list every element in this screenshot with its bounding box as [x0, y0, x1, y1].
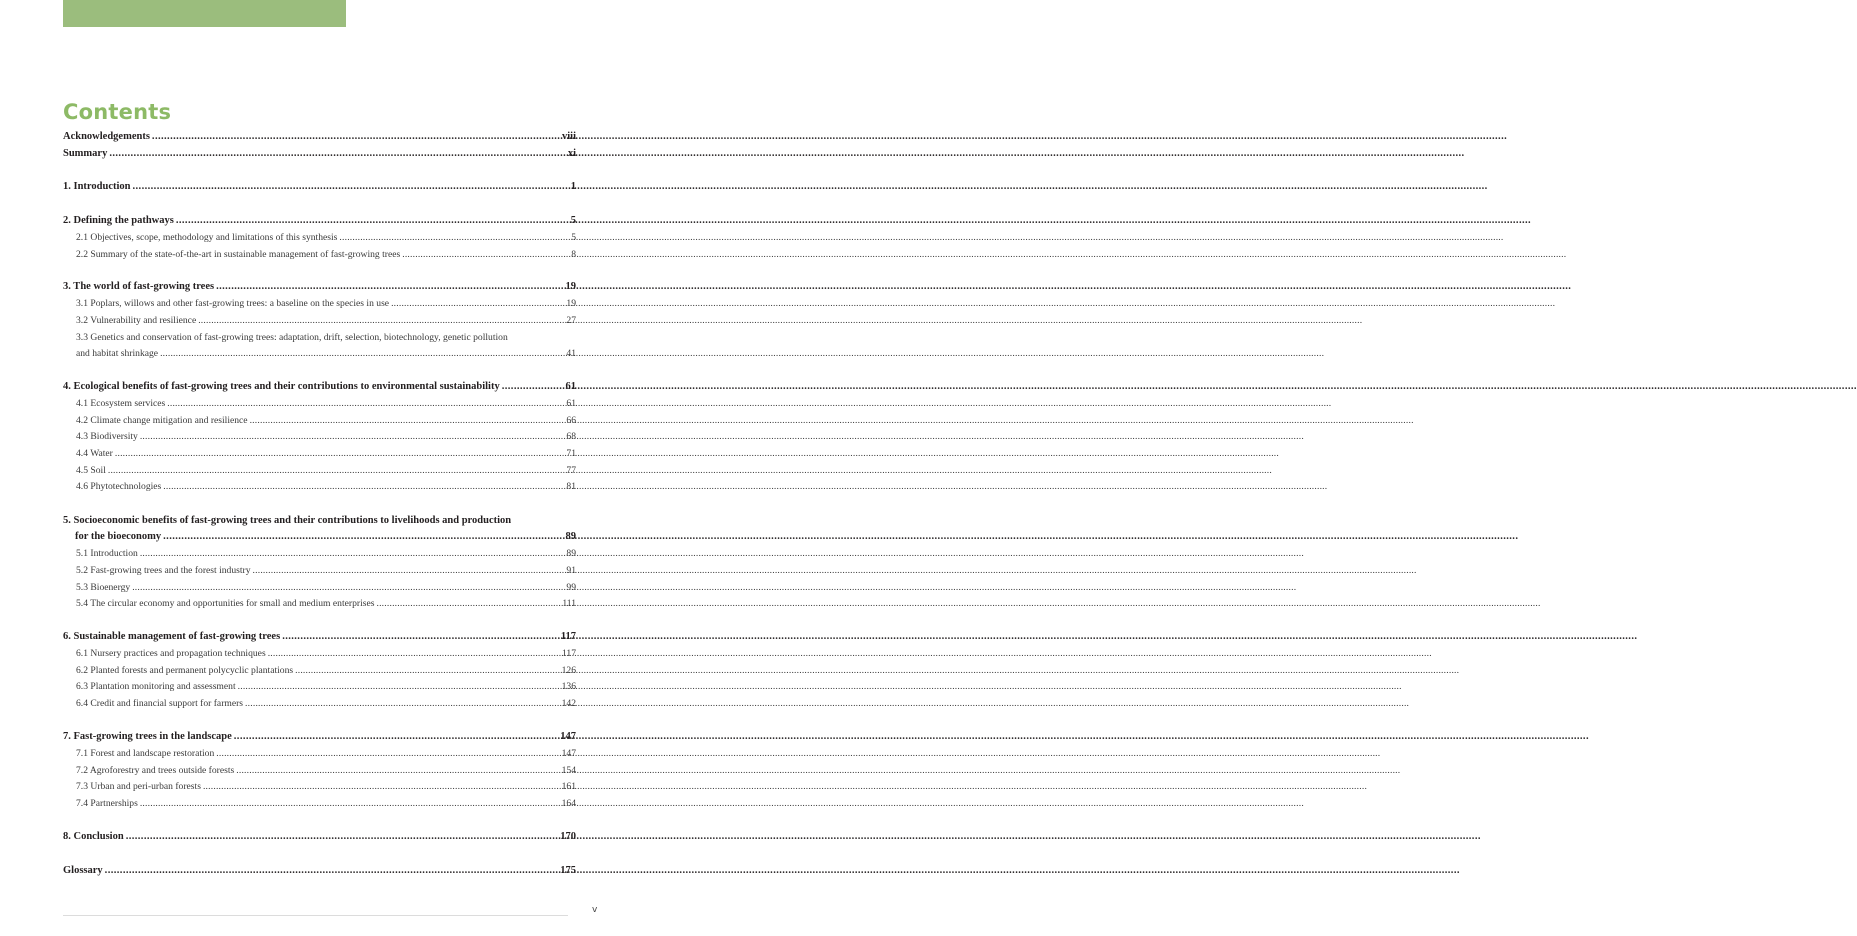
- dot-leader: [238, 681, 560, 692]
- toc-entry-title: 4.4 Water: [76, 448, 113, 459]
- toc-entry-chapter-7[interactable]: [63, 731, 576, 748]
- toc-entry-title: 7.4 Partnerships: [76, 798, 138, 809]
- footer-rule: [63, 915, 568, 916]
- toc-entry-page: 1: [570, 181, 576, 192]
- dot-leader: [376, 598, 560, 609]
- toc-entry-page: 99: [566, 582, 576, 593]
- toc-entry-title: 4.1 Ecosystem services: [76, 398, 166, 409]
- toc-entry-title: 4. Ecological benefits of fast-growing trees and their contributions to environmental sustainability: [63, 381, 500, 392]
- toc-entry-page: 5: [570, 215, 576, 226]
- toc-entry-7-4[interactable]: [63, 798, 576, 815]
- dot-leader: [109, 148, 565, 159]
- toc-entry-4-2[interactable]: [63, 415, 576, 432]
- toc-entry-6-1[interactable]: [63, 648, 576, 665]
- dot-leader: [216, 281, 563, 292]
- toc-entry-page: 126: [561, 665, 576, 676]
- toc-entry-3-2[interactable]: [63, 315, 576, 332]
- toc-entry-5-3[interactable]: [63, 582, 576, 599]
- toc-entry-acknowledgements[interactable]: [63, 131, 576, 148]
- toc-entry-page: 117: [560, 631, 576, 642]
- toc-entry-page: 91: [566, 565, 576, 576]
- toc-entry-page: 142: [561, 698, 576, 709]
- toc-entry-title: Glossary: [63, 865, 103, 876]
- dot-leader: [163, 481, 564, 492]
- dot-leader: [339, 232, 569, 243]
- dot-leader: [245, 698, 560, 709]
- dot-leader: [140, 431, 565, 442]
- toc-entry-page: 117: [561, 648, 576, 659]
- toc-entry-4-5[interactable]: [63, 465, 576, 482]
- toc-entry-page: viii: [561, 131, 576, 142]
- dot-leader: [198, 315, 564, 326]
- dot-leader: [391, 298, 564, 309]
- toc-entry-7-2[interactable]: [63, 765, 576, 782]
- toc-entry-title: 6.1 Nursery practices and propagation techniques: [76, 648, 266, 659]
- toc-entry-3-1[interactable]: [63, 298, 576, 315]
- dot-leader: [203, 781, 560, 792]
- toc-entry-2-1[interactable]: [63, 232, 576, 249]
- toc-entry-7-3[interactable]: [63, 781, 576, 798]
- toc-entry-page: 71: [566, 448, 576, 459]
- toc-entry-page: 89: [565, 531, 576, 542]
- page-title: Contents: [63, 100, 172, 124]
- toc-entry-title: 4.3 Biodiversity: [76, 431, 138, 442]
- toc-entry-page: 81: [566, 481, 576, 492]
- toc-entry-chapter-4[interactable]: [63, 381, 576, 398]
- toc-entry-page: 5: [571, 232, 576, 243]
- dot-leader: [140, 798, 560, 809]
- toc-entry-chapter-8[interactable]: [63, 831, 576, 848]
- toc-entry-page: 77: [566, 465, 576, 476]
- dot-leader: [176, 215, 569, 226]
- toc-entry-title: 5.4 The circular economy and opportunities for small and medium enterprises: [76, 598, 375, 609]
- toc-entry-page: xi: [567, 148, 576, 159]
- toc-entry-title: Acknowledgements: [63, 131, 150, 142]
- toc-entry-title: 7.2 Agroforestry and trees outside forests: [76, 765, 235, 776]
- toc-entry-title: 7. Fast-growing trees in the landscape: [63, 731, 232, 742]
- toc-entry-page: 154: [561, 765, 576, 776]
- toc-entry-title: 5.2 Fast-growing trees and the forest industry: [76, 565, 251, 576]
- toc-entry-page: 175: [560, 865, 576, 876]
- toc-entry-title: 6.4 Credit and financial support for farmers: [76, 698, 244, 709]
- dot-leader: [282, 631, 559, 642]
- toc-entry-title: 1. Introduction: [63, 181, 131, 192]
- dot-leader: [216, 748, 559, 759]
- toc-entry-chapter-5[interactable]: [63, 531, 576, 548]
- toc-entry-title: 3. The world of fast-growing trees: [63, 281, 215, 292]
- toc-entry-title: 5. Socioeconomic benefits of fast-growing trees and their contributions to livelihoods and production: [63, 515, 512, 526]
- page-number: v: [592, 905, 598, 915]
- dot-leader: [234, 731, 558, 742]
- dot-leader: [502, 381, 564, 392]
- toc-entry-page: 170: [560, 831, 576, 842]
- toc-entry-page: 147: [561, 748, 576, 759]
- dot-leader: [295, 665, 559, 676]
- toc-entry-title: 2.2 Summary of the state-of-the-art in sustainable management of fast-growing trees: [76, 249, 401, 260]
- toc-entry-title: 3.1 Poplars, willows and other fast-growing trees: a baseline on the species in use: [76, 298, 390, 309]
- toc-entry-6-3[interactable]: [63, 681, 576, 698]
- toc-entry-title: 6. Sustainable management of fast-growing trees: [63, 631, 281, 642]
- toc-entry-page: 66: [566, 415, 576, 426]
- toc-entry-4-3[interactable]: [63, 431, 576, 448]
- toc-entry-page: 8: [571, 249, 576, 260]
- toc-entry-page: 164: [561, 798, 576, 809]
- dot-leader: [160, 348, 564, 359]
- dot-leader: [115, 448, 565, 459]
- toc-entry-page: 68: [566, 431, 576, 442]
- toc-entry-page: 147: [560, 731, 576, 742]
- dot-leader: [163, 531, 563, 542]
- dot-leader: [236, 765, 559, 776]
- dot-leader: [253, 565, 565, 576]
- header-color-bar: [63, 0, 346, 27]
- toc-entry-summary[interactable]: [63, 148, 576, 165]
- toc-entry-4-1[interactable]: [63, 398, 576, 415]
- toc-entry-title: 2.1 Objectives, scope, methodology and limitations of this synthesis: [76, 232, 338, 243]
- toc-entry-title: 8. Conclusion: [63, 831, 124, 842]
- toc-entry-page: 111: [562, 598, 576, 609]
- toc-entry-4-4[interactable]: [63, 448, 576, 465]
- dot-leader: [402, 249, 569, 260]
- toc-entry-6-4[interactable]: [63, 698, 576, 715]
- toc-entry-title: 4.6 Phytotechnologies: [76, 481, 162, 492]
- dot-leader: [250, 415, 565, 426]
- toc-entry-chapter-5-line1[interactable]: [63, 515, 576, 532]
- toc-entry-page: 41: [566, 348, 576, 359]
- toc-entry-title: 4.5 Soil: [76, 465, 106, 476]
- toc-entry-title: 7.1 Forest and landscape restoration: [76, 748, 215, 759]
- toc-entry-page: 161: [561, 781, 576, 792]
- toc-entry-title: 6.2 Planted forests and permanent polycyclic plantations: [76, 665, 294, 676]
- dot-leader: [132, 582, 564, 593]
- toc-entry-4-6[interactable]: [63, 481, 576, 498]
- dot-leader: [140, 548, 565, 559]
- toc-entry-title: 3.2 Vulnerability and resilience: [76, 315, 197, 326]
- toc-entry-title: and habitat shrinkage: [76, 348, 159, 359]
- toc-entry-chapter-2[interactable]: [63, 215, 576, 232]
- dot-leader: [108, 465, 565, 476]
- dot-leader: [268, 648, 560, 659]
- toc-entry-page: 61: [566, 398, 576, 409]
- toc-entry-3-3[interactable]: [63, 348, 576, 365]
- toc-entry-title: 6.3 Plantation monitoring and assessment: [76, 681, 236, 692]
- toc-entry-chapter-1[interactable]: [63, 181, 576, 198]
- toc-entry-glossary[interactable]: [63, 865, 576, 882]
- dot-leader: [126, 831, 559, 842]
- toc-entry-page: 19: [566, 298, 576, 309]
- toc-entry-title: 7.3 Urban and peri-urban forests: [76, 781, 201, 792]
- toc-entry-title: for the bioeconomy: [75, 531, 162, 542]
- toc-entry-page: 89: [566, 548, 576, 559]
- toc-entry-5-4[interactable]: [63, 598, 576, 615]
- toc-entry-title: 2. Defining the pathways: [63, 215, 174, 226]
- toc-entry-title: 5.3 Bioenergy: [76, 582, 131, 593]
- toc-entry-title: 4.2 Climate change mitigation and resilience: [76, 415, 248, 426]
- dot-leader: [152, 131, 560, 142]
- toc-entry-chapter-3[interactable]: [63, 281, 576, 298]
- dot-leader: [133, 181, 569, 192]
- toc-entry-title: 5.1 Introduction: [76, 548, 138, 559]
- toc-entry-page: 19: [565, 281, 576, 292]
- toc-entry-page: 136: [561, 681, 576, 692]
- toc-entry-5-1[interactable]: [63, 548, 576, 565]
- dot-leader: [167, 398, 564, 409]
- toc-entry-2-2[interactable]: [63, 249, 576, 266]
- toc-entry-3-3-line1[interactable]: 3.3 Genetics and conservation of fast-growing trees: adaptation, drift, selection, biotechnology, genetic pollution: [76, 332, 508, 343]
- toc-entry-5-2[interactable]: [63, 565, 576, 582]
- toc-entry-6-2[interactable]: [63, 665, 576, 682]
- dot-leader: [105, 865, 559, 876]
- toc-entry-chapter-6[interactable]: [63, 631, 576, 648]
- toc-entry-title: Summary: [63, 148, 108, 159]
- toc-entry-page: 61: [565, 381, 576, 392]
- toc-entry-7-1[interactable]: [63, 748, 576, 765]
- toc-entry-page: 27: [566, 315, 576, 326]
